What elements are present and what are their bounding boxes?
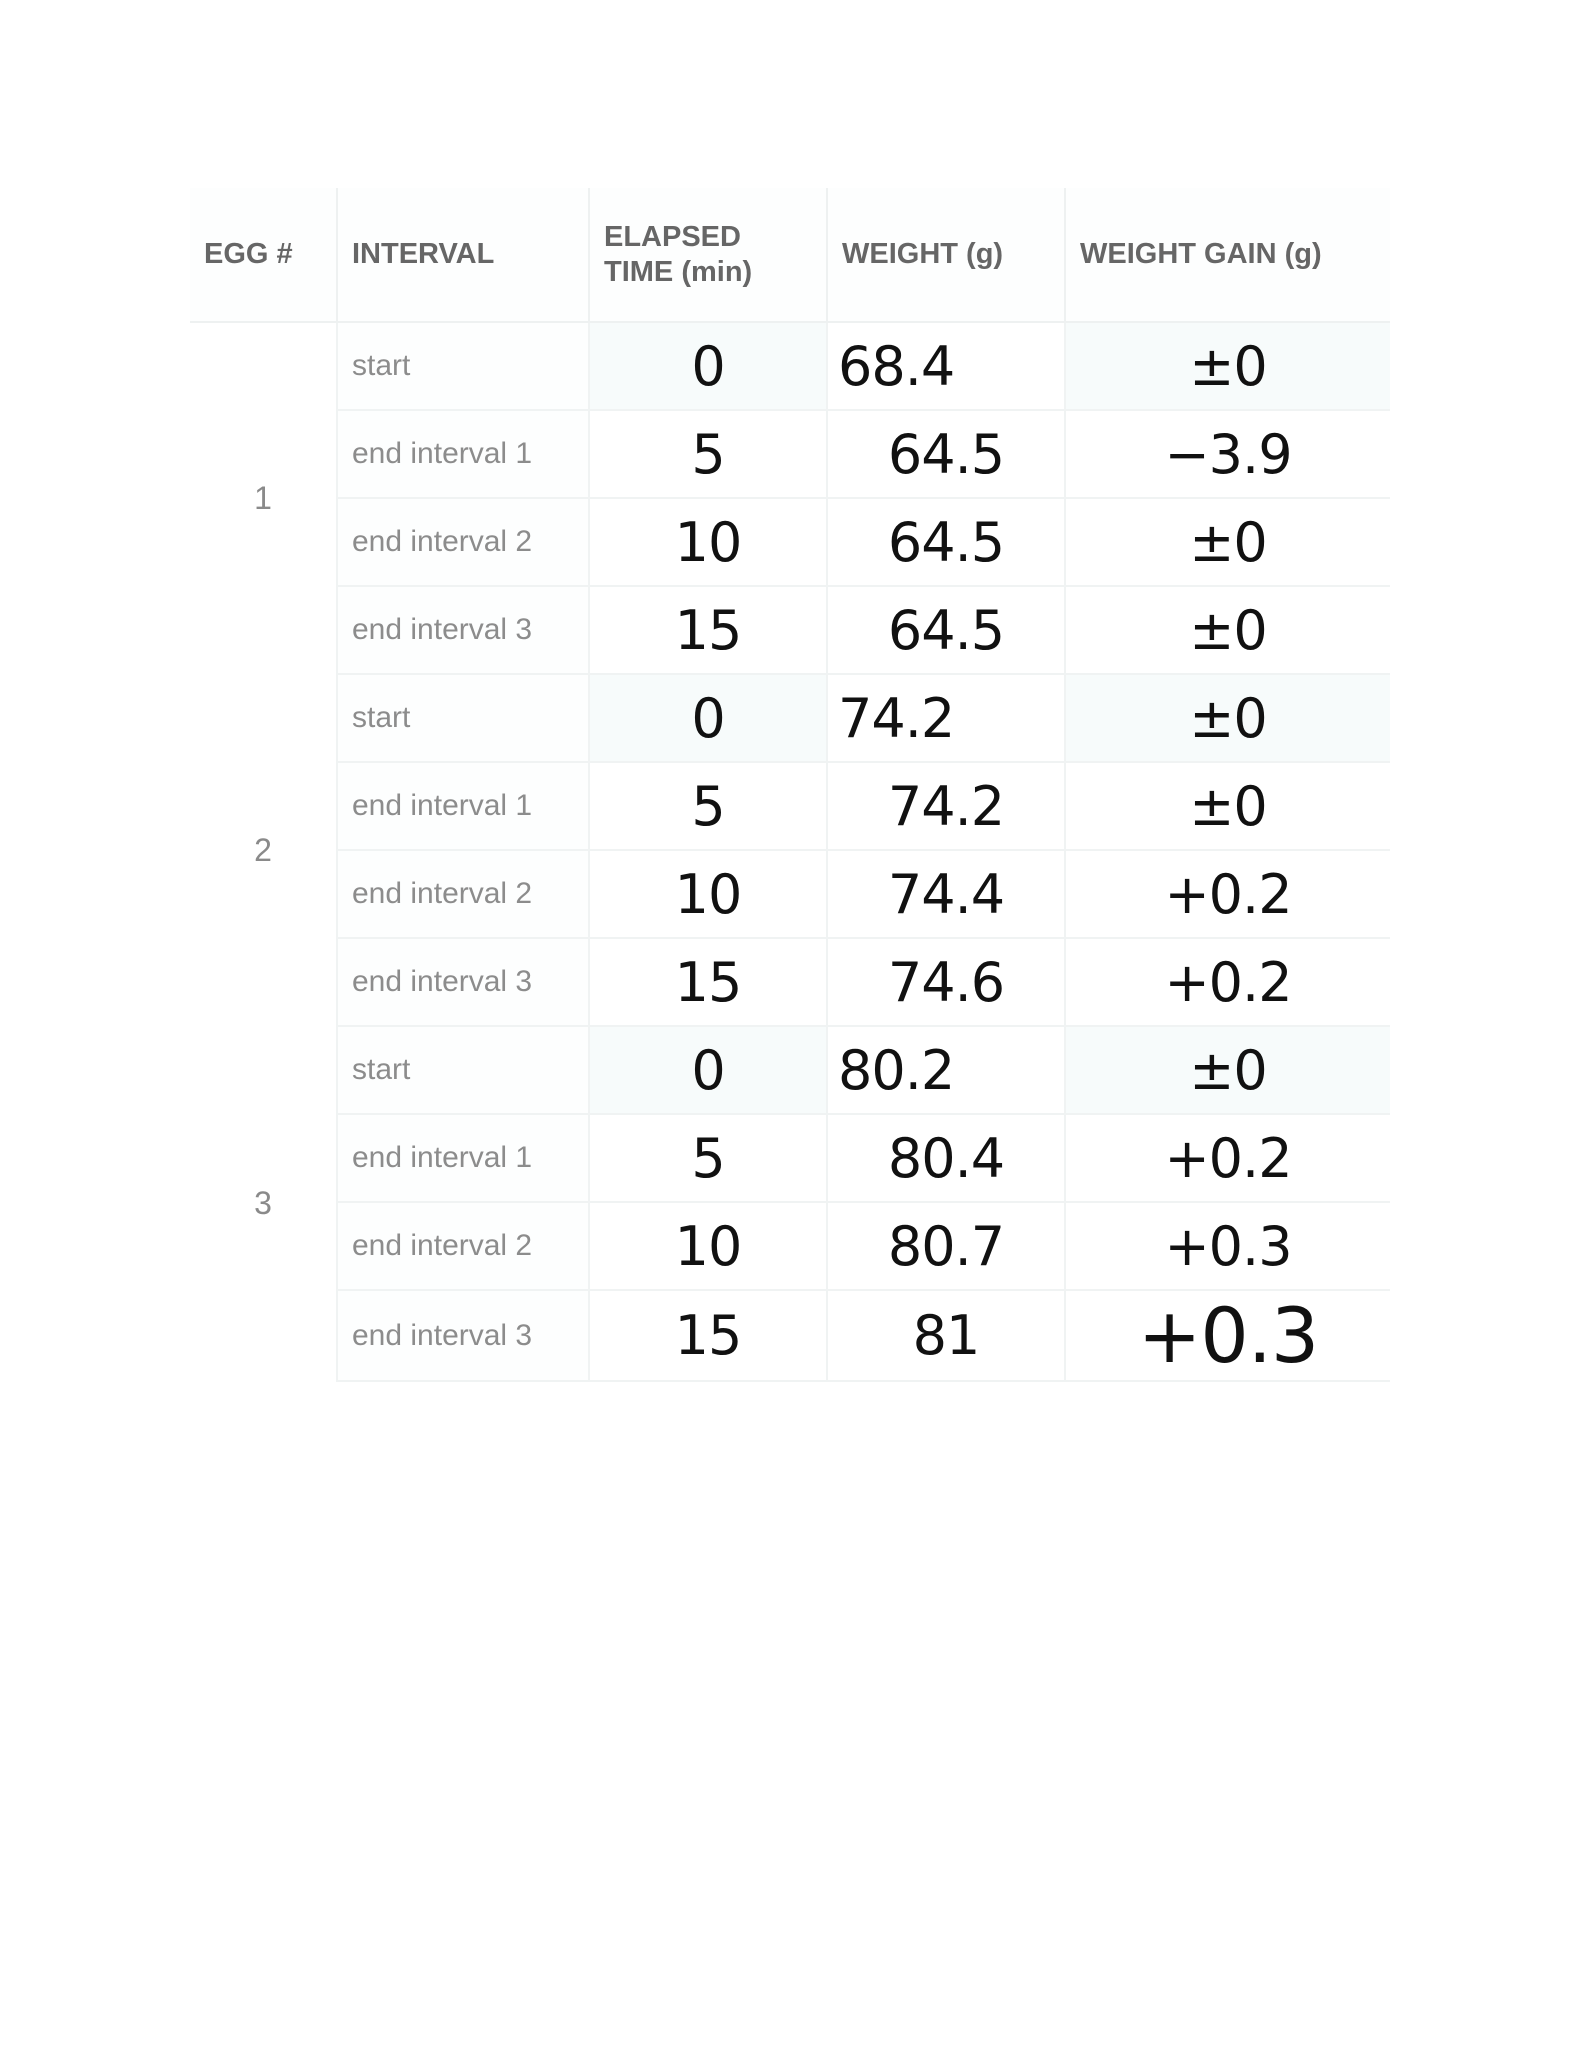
weight-value: 80.7 [827, 1202, 1065, 1290]
weight-value: 68.4 [827, 322, 1065, 410]
header-weight-gain: WEIGHT GAIN (g) [1065, 188, 1390, 322]
weight-gain-value: ±0 [1065, 1026, 1390, 1114]
header-elapsed-time: ELAPSED TIME (min) [589, 188, 827, 322]
interval-label: end interval 1 [337, 410, 589, 498]
egg-number: 2 [190, 674, 337, 1026]
interval-label: start [337, 1026, 589, 1114]
weight-value: 74.4 [827, 850, 1065, 938]
table-row [190, 1290, 1390, 1381]
weight-value: 64.5 [827, 586, 1065, 674]
elapsed-time-value: 10 [589, 1202, 827, 1290]
weight-gain-value: ±0 [1065, 586, 1390, 674]
interval-label: end interval 3 [337, 938, 589, 1026]
table-row [190, 850, 1390, 938]
header-interval: INTERVAL [337, 188, 589, 322]
interval-label: end interval 2 [337, 850, 589, 938]
weight-gain-value: ±0 [1065, 498, 1390, 586]
elapsed-time-value: 15 [589, 938, 827, 1026]
weight-value: 80.4 [827, 1114, 1065, 1202]
elapsed-time-value: 0 [589, 674, 827, 762]
weight-gain-value: ±0 [1065, 674, 1390, 762]
elapsed-time-value: 10 [589, 498, 827, 586]
weight-gain-value: +0.2 [1065, 850, 1390, 938]
elapsed-time-value: 15 [589, 586, 827, 674]
elapsed-time-value: 15 [589, 1290, 827, 1381]
elapsed-time-value: 0 [589, 322, 827, 410]
header-weight: WEIGHT (g) [827, 188, 1065, 322]
weight-gain-value: +0.3 [1065, 1202, 1390, 1290]
weight-gain-value: ±0 [1065, 322, 1390, 410]
header-egg: EGG # [190, 188, 337, 322]
weight-gain-value: −3.9 [1065, 410, 1390, 498]
weight-value: 64.5 [827, 498, 1065, 586]
table-row [190, 938, 1390, 1026]
egg-weight-table [190, 188, 1390, 1382]
table-row [190, 762, 1390, 850]
table-row [190, 674, 1390, 762]
weight-gain-value: +0.2 [1065, 938, 1390, 1026]
data-sheet [190, 188, 1390, 1382]
interval-label: end interval 2 [337, 1202, 589, 1290]
interval-label: end interval 2 [337, 498, 589, 586]
table-row [190, 498, 1390, 586]
weight-value: 74.2 [827, 674, 1065, 762]
weight-value: 74.6 [827, 938, 1065, 1026]
weight-value: 81 [827, 1290, 1065, 1381]
elapsed-time-value: 5 [589, 762, 827, 850]
header-row [190, 188, 1390, 322]
interval-label: end interval 1 [337, 1114, 589, 1202]
table-row [190, 410, 1390, 498]
elapsed-time-value: 5 [589, 1114, 827, 1202]
table-row [190, 1026, 1390, 1114]
table-row [190, 322, 1390, 410]
interval-label: end interval 3 [337, 586, 589, 674]
table-row [190, 586, 1390, 674]
weight-gain-value: ±0 [1065, 762, 1390, 850]
table-row [190, 1114, 1390, 1202]
interval-label: end interval 1 [337, 762, 589, 850]
table-row [190, 1202, 1390, 1290]
elapsed-time-value: 10 [589, 850, 827, 938]
elapsed-time-value: 5 [589, 410, 827, 498]
interval-label: end interval 3 [337, 1290, 589, 1381]
egg-number: 1 [190, 322, 337, 674]
elapsed-time-value: 0 [589, 1026, 827, 1114]
weight-gain-value: +0.3 [1065, 1290, 1390, 1381]
interval-label: start [337, 322, 589, 410]
weight-value: 74.2 [827, 762, 1065, 850]
weight-value: 80.2 [827, 1026, 1065, 1114]
egg-number: 3 [190, 1026, 337, 1381]
weight-value: 64.5 [827, 410, 1065, 498]
interval-label: start [337, 674, 589, 762]
weight-gain-value: +0.2 [1065, 1114, 1390, 1202]
